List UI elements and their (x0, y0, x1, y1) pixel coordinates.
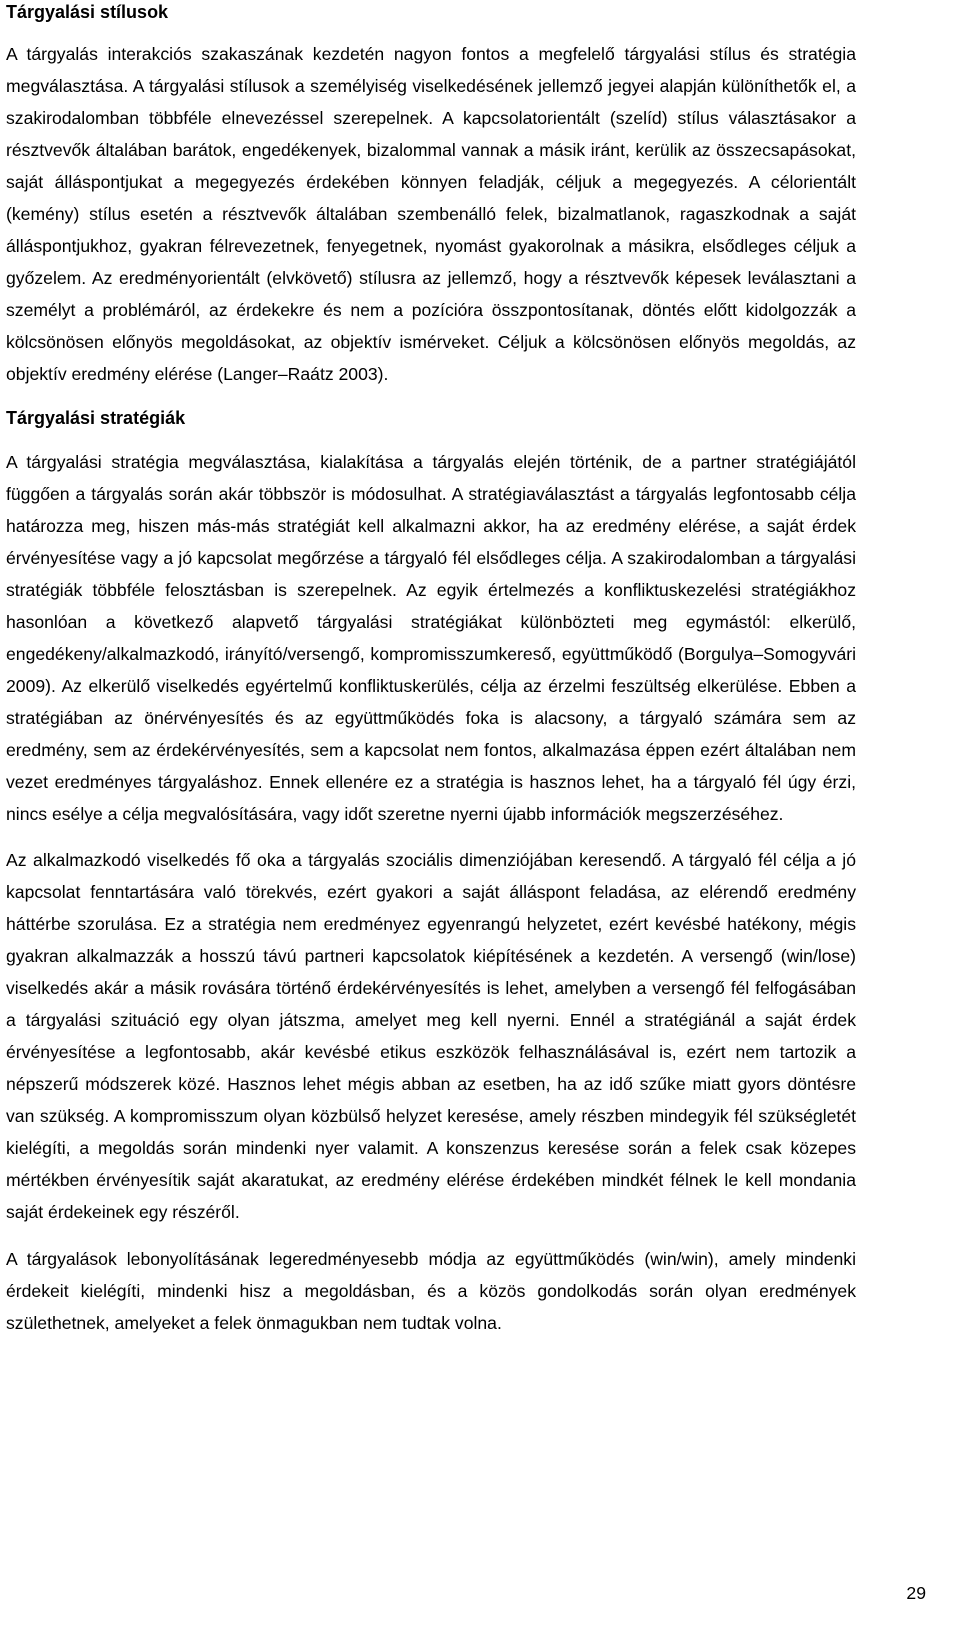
paragraph-styles: A tárgyalás interakciós szakaszának kezdetén nagyon fontos a megfelelő tárgyalási stílus és stratégia megválasztása. A tárgyalási stílusok a személyiség viselkedésének jellemző jegyei alapján különíthetők el, a szakirodalomban többféle elnevezéssel szerepelnek. A kapcsolatorientált (szelíd) stílus választásakor a résztvevők általában barátok, engedékenyek, bizalommal vannak a másik iránt, kerülik az összecsapásokat, saját álláspontjukat a megegyezés érdekében könnyen feladják, céljuk a megegyezés. A célorientált (kemény) stílus esetén a résztvevők általában szembenálló felek, bizalmatlanok, ragaszkodnak a saját álláspontjukhoz, gyakran félrevezetnek, fenyegetnek, nyomást gyakorolnak a másikra, elsődleges céljuk a győzelem. Az eredményorientált (elvkövető) stílusra az jellemző, hogy a résztvevők képesek leválasztani a személyt a problémáról, az érdekekre és nem a pozícióra összpontosítanak, döntés előtt kidolgozzák a kölcsönösen előnyös megoldásokat, az objektív ismérveket. Céljuk a kölcsönösen előnyös megoldás, az objektív eredmény elérése (Langer–Raátz 2003). (6, 44, 856, 384)
section-heading-styles: Tárgyalási stílusok (6, 2, 169, 22)
section-heading-strategies: Tárgyalási stratégiák (6, 408, 186, 428)
page-number: 29 (906, 1583, 926, 1603)
document-page (6, 0, 856, 1339)
paragraph-strategies-1: A tárgyalási stratégia megválasztása, kialakítása a tárgyalás elején történik, de a partner stratégiájától függően a tárgyalás során akár többször is módosulhat. A stratégiaválasztást a tárgyalás legfontosabb célja határozza meg, hiszen más-más stratégiát kell alkalmazni akkor, ha az eredmény elérése, a saját érdek érvényesítése vagy a jó kapcsolat megőrzése a tárgyaló fél elsődleges célja. A szakirodalomban a tárgyalási stratégiák többféle felosztásban is szerepelnek. Az egyik értelmezés a konfliktuskezelési stratégiákhoz hasonlóan a következő alapvető tárgyalási stratégiákat különbözteti meg egymástól: elkerülő, engedékeny/alkalmazkodó, irányító/versengő, kompromisszumkereső, együttműködő (Borgulya–Somogyvári 2009). Az elkerülő viselkedés egyértelmű konfliktuskerülés, célja az érzelmi feszültség elkerülése. Ebben a stratégiában az önérvényesítés és az együttműködés foka is alacsony, a tárgyaló számára sem az eredmény, sem az érdekérvényesítés, sem a kapcsolat nem fontos, alkalmazása éppen ezért általában nem vezet eredményes tárgyaláshoz. Ennek ellenére ez a stratégia is hasznos lehet, ha a tárgyaló fél úgy érzi, nincs esélye a célja megvalósítására, vagy időt szeretne nyerni újabb információk megszerzéséhez. (6, 452, 856, 824)
paragraph-strategies-3: A tárgyalások lebonyolításának legeredményesebb módja az együttműködés (win/win), amely mindenki érdekeit kielégíti, mindenki hisz a megoldásban, és a közös gondolkodás során olyan eredmények születhetnek, amelyeket a felek önmagukban nem tudtak volna. (6, 1249, 856, 1333)
paragraph-strategies-2: Az alkalmazkodó viselkedés fő oka a tárgyalás szociális dimenziójában keresendő. A tárgyaló fél célja a jó kapcsolat fenntartására való törekvés, ezért gyakori a saját álláspont feladása, az elérendő eredmény háttérbe szorulása. Ez a stratégia nem eredményez egyenrangú helyzetet, ezért kevésbé hatékony, mégis gyakran alkalmazzák a hosszú távú partneri kapcsolatok kiépítésének a kezdetén. A versengő (win/lose) viselkedés akár a másik rovására történő érdekérvényesítés is lehet, amelyben a versengő fél felfogásában a tárgyalási szituáció egy olyan játszma, amelyet meg kell nyerni. Ennél a stratégiánál a saját érdek érvényesítése a legfontosabb, akár kevésbé etikus eszközök felhasználásával is, ezért nem tartozik a népszerű módszerek közé. Hasznos lehet mégis abban az esetben, ha az idő szűke miatt gyors döntésre van szükség. A kompromisszum olyan közbülső helyzet keresése, amely részben mindegyik fél szükségletét kielégíti, a megoldás során mindenki nyer valamit. A konszenzus keresése során a felek csak közepes mértékben érvényesítik saját akaratukat, az eredmény elérése érdekében mindkét félnek le kell mondania saját érdekeinek egy részéről. (6, 850, 856, 1222)
